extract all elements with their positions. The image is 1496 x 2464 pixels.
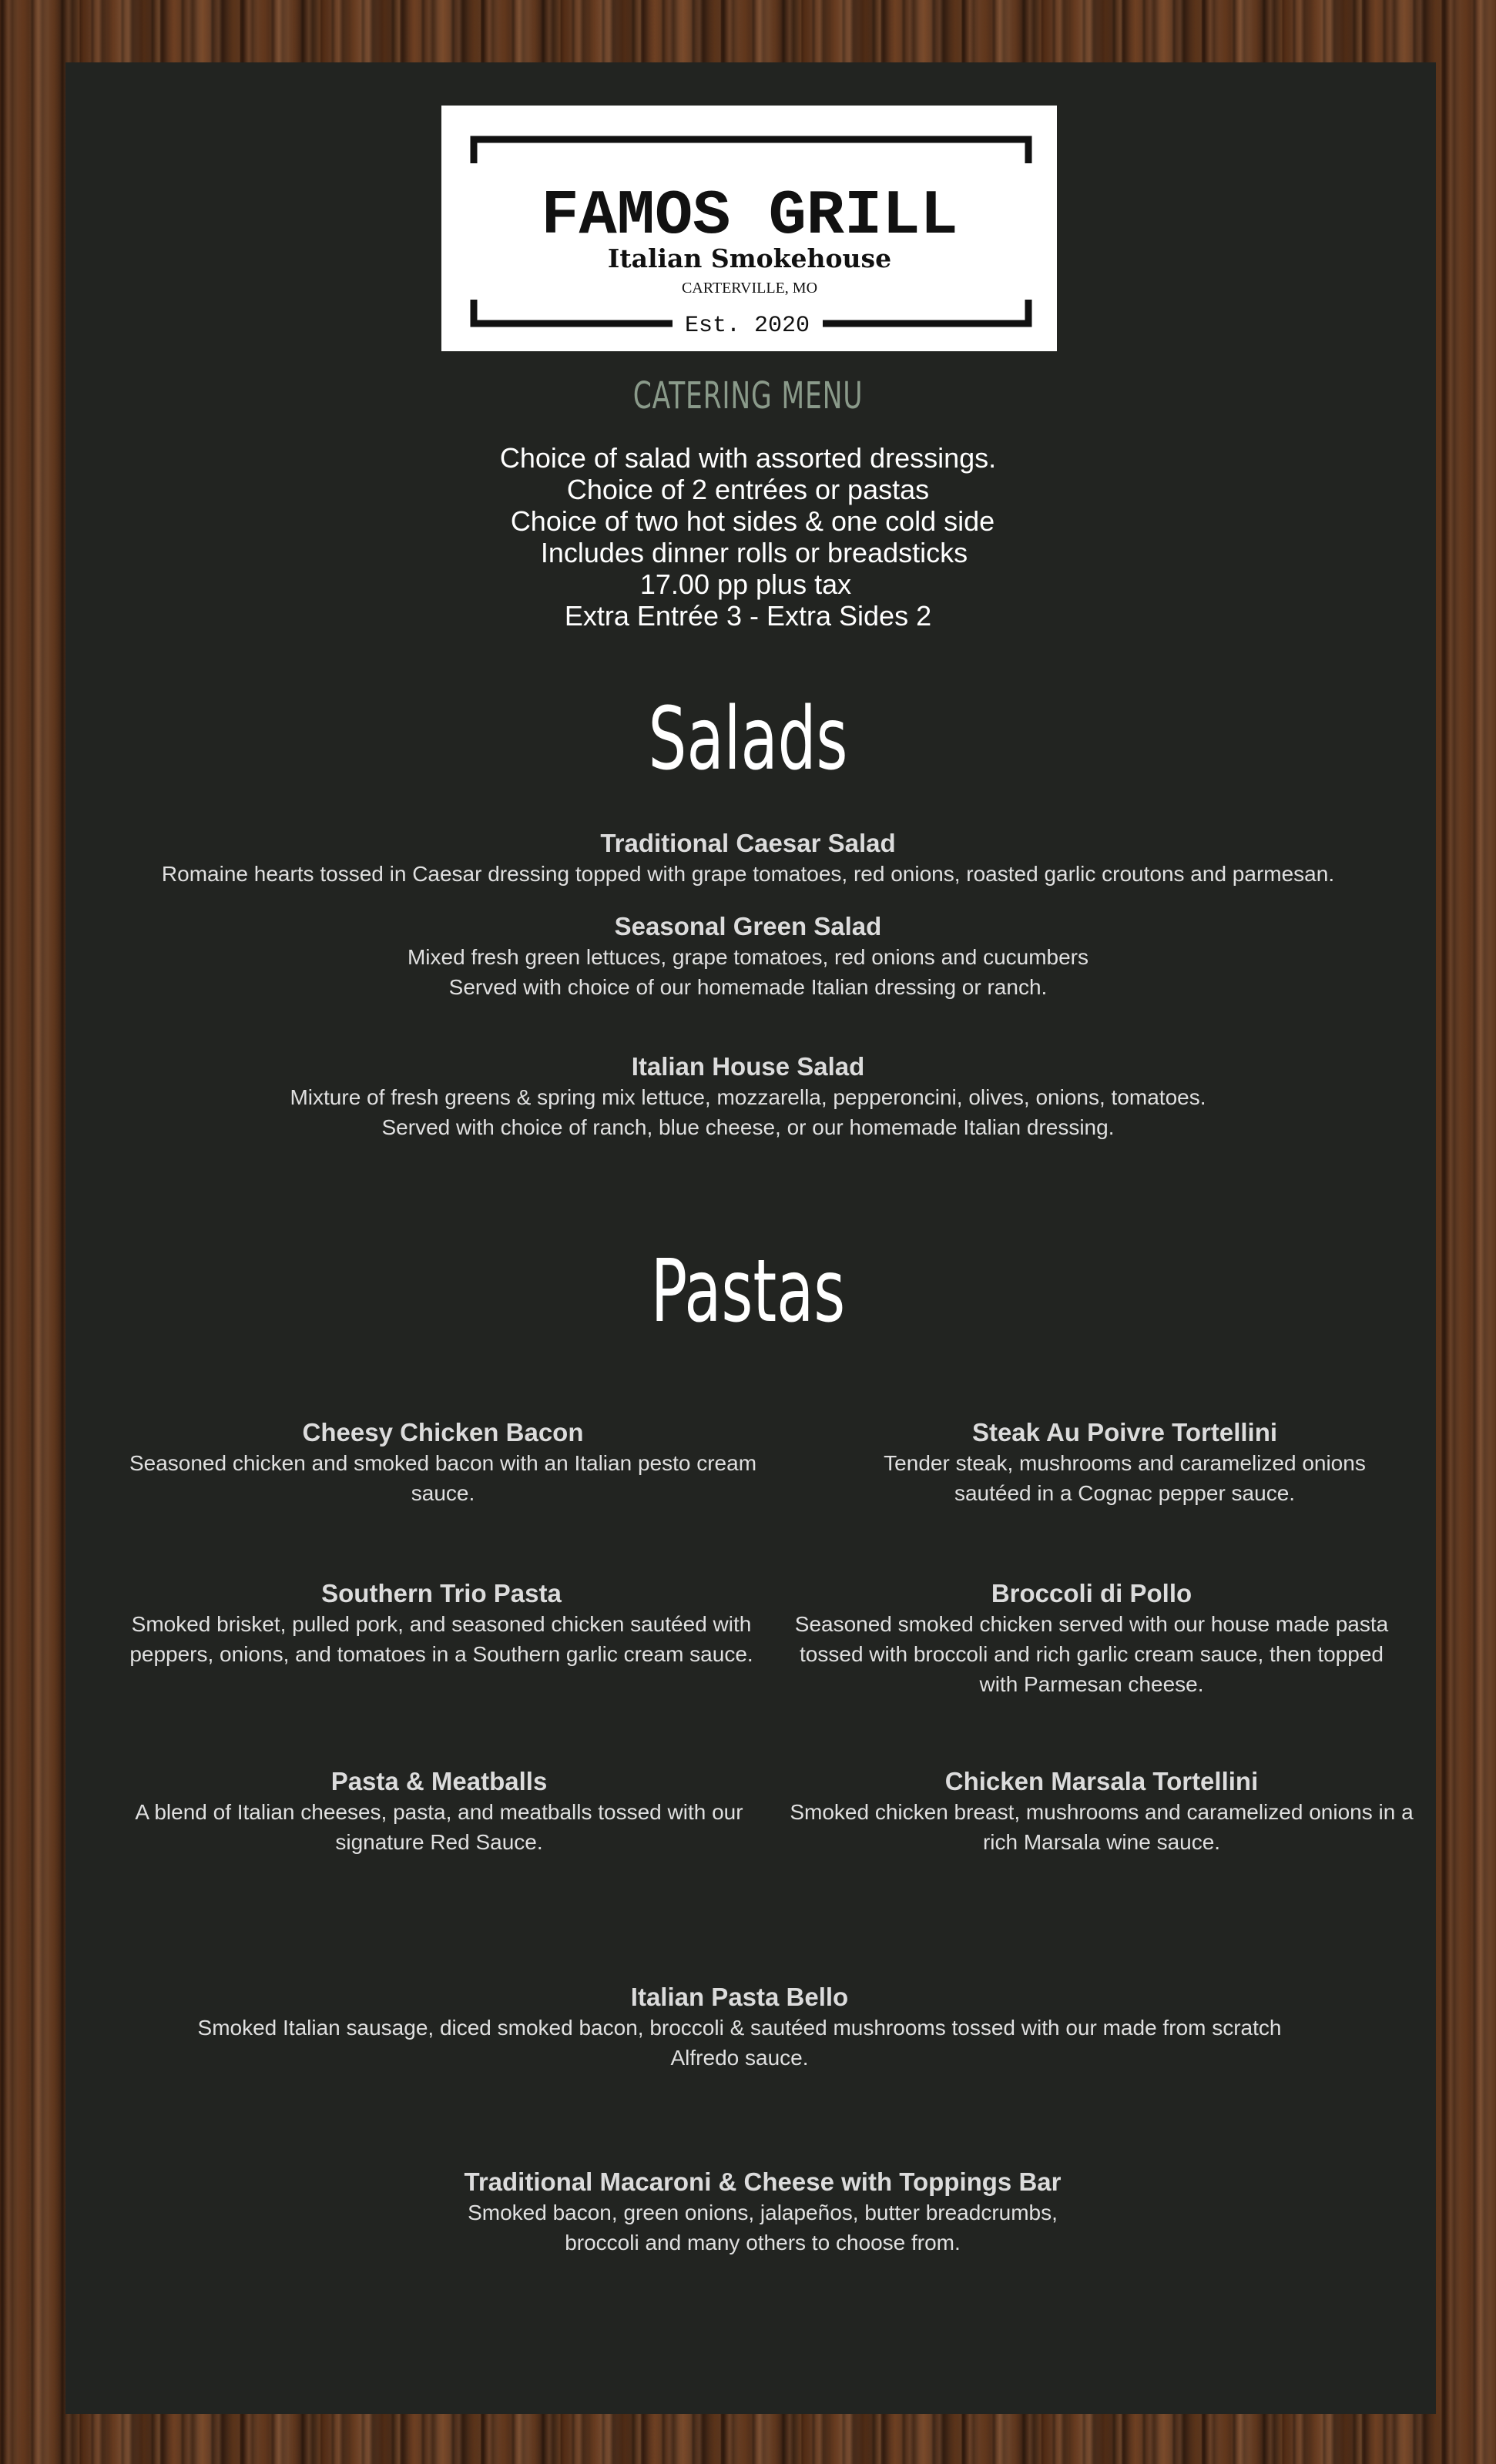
intro-line: Includes dinner rolls or breadsticks <box>540 537 968 568</box>
item-name: Southern Trio Pasta <box>321 1579 562 1607</box>
item-name: Pasta & Meatballs <box>330 1767 548 1795</box>
description-line: Tender steak, mushrooms and caramelized onions <box>884 1451 1366 1475</box>
item-name: Cheesy Chicken Bacon <box>302 1418 584 1447</box>
pastas-heading: Pastas <box>650 1242 846 1342</box>
description-line: Seasoned smoked chicken served with our house made pasta <box>794 1612 1389 1636</box>
description-line: Smoked Italian sausage, diced smoked bacon, broccoli & sautéed mushrooms tossed with our made from scratch <box>197 2016 1282 2040</box>
description-line: Smoked chicken breast, mushrooms and caramelized onions in a <box>790 1800 1414 1824</box>
item-name: Steak Au Poivre Tortellini <box>971 1418 1278 1447</box>
item-description <box>0 859 1496 889</box>
description-line: sauce. <box>411 1481 475 1505</box>
description-line: peppers, onions, and tomatoes in a Southern garlic cream sauce. <box>129 1642 753 1666</box>
intro-line: 17.00 pp plus tax <box>639 568 852 600</box>
item-description <box>0 942 1496 1002</box>
item-description <box>0 1082 1496 1142</box>
menu-item <box>0 911 1496 1002</box>
item-description <box>0 2013 1479 2073</box>
item-name: Seasonal Green Salad <box>614 912 882 940</box>
item-name: Traditional Macaroni & Cheese with Toppings Bar <box>464 2167 1062 2196</box>
logo-title: FAMOS GRILL <box>541 180 958 252</box>
description-line: tossed with broccoli and rich garlic cream sauce, then topped <box>800 1642 1384 1666</box>
menu-item <box>766 1766 1437 1857</box>
menu-item <box>0 828 1496 889</box>
description-line: Romaine hearts tossed in Caesar dressing topped with grape tomatoes, red onions, roasted garlic croutons and parmesan. <box>161 862 1335 886</box>
description-line: Smoked bacon, green onions, jalapeños, butter breadcrumbs, <box>468 2201 1058 2224</box>
catering-menu-title: CATERING MENU <box>632 374 864 417</box>
item-description <box>797 1448 1452 1508</box>
logo-location: CARTERVILLE, MO <box>681 280 818 297</box>
description-line: with Parmesan cheese. <box>979 1672 1204 1696</box>
menu-item <box>0 2167 1496 2258</box>
description-line: broccoli and many others to choose from. <box>565 2231 961 2254</box>
description-line: Served with choice of our homemade Italian dressing or ranch. <box>448 975 1048 999</box>
description-line: A blend of Italian cheeses, pasta, and meatballs tossed with our <box>135 1800 743 1824</box>
menu-item <box>764 1578 1419 1699</box>
item-description <box>764 1609 1419 1699</box>
logo-established: Est. 2020 <box>684 313 810 339</box>
salads-heading: Salads <box>648 689 848 789</box>
description-line: Smoked brisket, pulled pork, and seasoned chicken sautéed with <box>131 1612 752 1636</box>
description-line: Mixed fresh green lettuces, grape tomatoes, red onions and cucumbers <box>407 945 1089 969</box>
description-line: Alfredo sauce. <box>670 2046 809 2070</box>
item-description <box>114 1609 769 1669</box>
item-description <box>116 1448 770 1508</box>
menu-item <box>112 1766 766 1857</box>
item-description <box>0 2197 1496 2258</box>
item-description <box>112 1797 766 1857</box>
item-name: Traditional Caesar Salad <box>600 829 896 857</box>
item-name: Chicken Marsala Tortellini <box>944 1767 1259 1795</box>
item-name: Broccoli di Pollo <box>991 1579 1192 1607</box>
menu-item <box>116 1417 770 1508</box>
intro-line: Choice of two hot sides & one cold side <box>510 505 995 537</box>
description-line: rich Marsala wine sauce. <box>982 1830 1221 1854</box>
logo-subtitle: Italian Smokehouse <box>607 243 892 273</box>
intro-line: Choice of salad with assorted dressings. <box>499 442 997 474</box>
description-line: sautéed in a Cognac pepper sauce. <box>954 1481 1296 1505</box>
description-line: signature Red Sauce. <box>335 1830 543 1854</box>
item-name: Italian Pasta Bello <box>630 1983 849 2011</box>
description-line: Seasoned chicken and smoked bacon with an Italian pesto cream <box>129 1451 757 1475</box>
menu-item <box>797 1417 1452 1508</box>
intro-line: Extra Entrée 3 - Extra Sides 2 <box>564 600 932 632</box>
item-description <box>766 1797 1437 1857</box>
description-line: Mixture of fresh greens & spring mix lettuce, mozzarella, pepperoncini, olives, onions, tomatoes. <box>290 1085 1206 1109</box>
intro-line: Choice of 2 entrées or pastas <box>566 474 930 505</box>
package-description <box>0 442 1496 632</box>
menu-item <box>0 1982 1479 2073</box>
menu-item <box>114 1578 769 1669</box>
description-line: Served with choice of ranch, blue cheese, or our homemade Italian dressing. <box>381 1115 1115 1139</box>
menu-item <box>0 1051 1496 1142</box>
item-name: Italian House Salad <box>631 1052 865 1081</box>
restaurant-logo <box>441 106 1057 351</box>
logo-graphic <box>441 106 1057 351</box>
